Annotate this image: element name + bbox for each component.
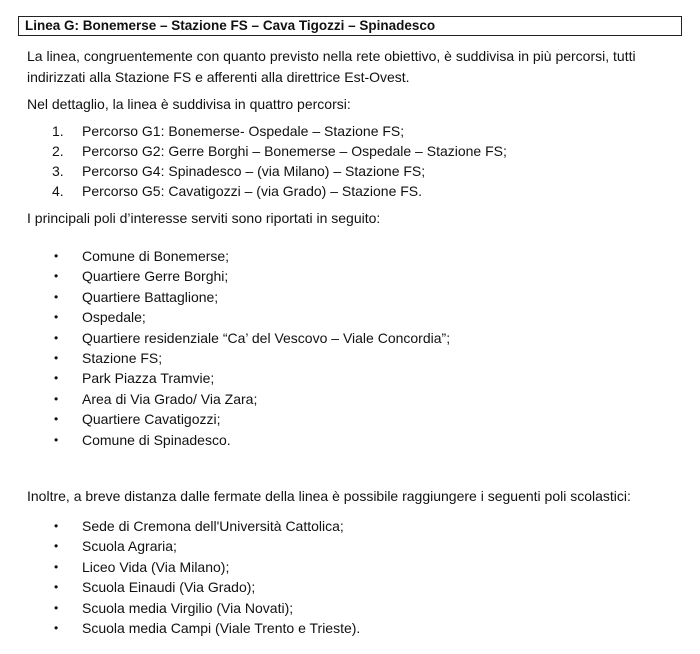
detail-intro: Nel dettaglio, la linea è suddivisa in quattro percorsi: (27, 96, 351, 112)
routes-list (52, 121, 507, 201)
bullet-icon: • (54, 249, 59, 263)
bullet-icon: • (54, 350, 59, 365)
list-item: • Sede di Cremona dell'Università Cattolica; (54, 516, 360, 536)
bullet-icon: • (54, 330, 59, 345)
list-item: • Area di Via Grado/ Via Zara; (54, 389, 450, 409)
list-item: • Ospedale; (54, 307, 450, 327)
list-item: • Scuola media Campi (Viale Trento e Trieste). (54, 618, 360, 638)
bullet-icon: • (54, 371, 59, 386)
bullet-icon: • (54, 391, 59, 406)
list-item: • Scuola media Virgilio (Via Novati); (54, 598, 360, 618)
list-item: 2. Percorso G2: Gerre Borghi – Bonemerse – Ospedale – Stazione FS; (52, 143, 507, 159)
list-item: • Scuola Einaudi (Via Grado); (54, 577, 360, 597)
list-item: • Comune di Spinadesco. (54, 430, 450, 450)
list-item: • Comune di Bonemerse; (54, 246, 450, 266)
schools-list (54, 516, 360, 638)
bullet-icon: • (54, 600, 59, 615)
intro-paragraph: La linea, congruentemente con quanto previsto nella rete obiettivo, è suddivisa in più percorsi, tutti indirizzati alla Stazione FS e afferenti alla direttrice Est-Ovest. (27, 48, 636, 85)
section-title: Linea G: Bonemerse – Stazione FS – Cava Tigozzi – Spinadesco (18, 16, 682, 36)
list-item: • Quartiere Cavatigozzi; (54, 409, 450, 429)
list-item: • Quartiere residenziale “Ca’ del Vescovo – Viale Concordia”; (54, 328, 450, 348)
poles-intro: I principali poli d’interesse serviti sono riportati in seguito: (27, 210, 381, 226)
list-item: • Park Piazza Tramvie; (54, 368, 450, 388)
list-item: • Stazione FS; (54, 348, 450, 368)
bullet-icon: • (54, 289, 59, 304)
bullet-icon: • (54, 559, 59, 574)
bullet-icon: • (54, 412, 59, 427)
list-item: 1. Percorso G1: Bonemerse- Ospedale – Stazione FS; (52, 123, 405, 139)
list-item: • Liceo Vida (Via Milano); (54, 557, 360, 577)
bullet-icon: • (54, 539, 59, 554)
list-item: 3. Percorso G4: Spinadesco – (via Milano) – Stazione FS; (52, 163, 426, 179)
list-item: • Scuola Agraria; (54, 536, 360, 556)
bullet-icon: • (54, 620, 59, 635)
bullet-icon: • (54, 310, 59, 325)
list-item: 4. Percorso G5: Cavatigozzi – (via Grado) – Stazione FS. (52, 183, 423, 199)
bullet-icon: • (54, 432, 59, 447)
schools-intro: Inoltre, a breve distanza dalle fermate della linea è possibile raggiungere i seguenti poli scolastici: (27, 488, 631, 504)
list-item: • Quartiere Gerre Borghi; (54, 266, 450, 286)
bullet-icon: • (54, 269, 59, 284)
list-item: • Quartiere Battaglione; (54, 287, 450, 307)
bullet-icon: • (54, 519, 59, 533)
bullet-icon: • (54, 580, 59, 595)
poles-list (54, 246, 450, 450)
